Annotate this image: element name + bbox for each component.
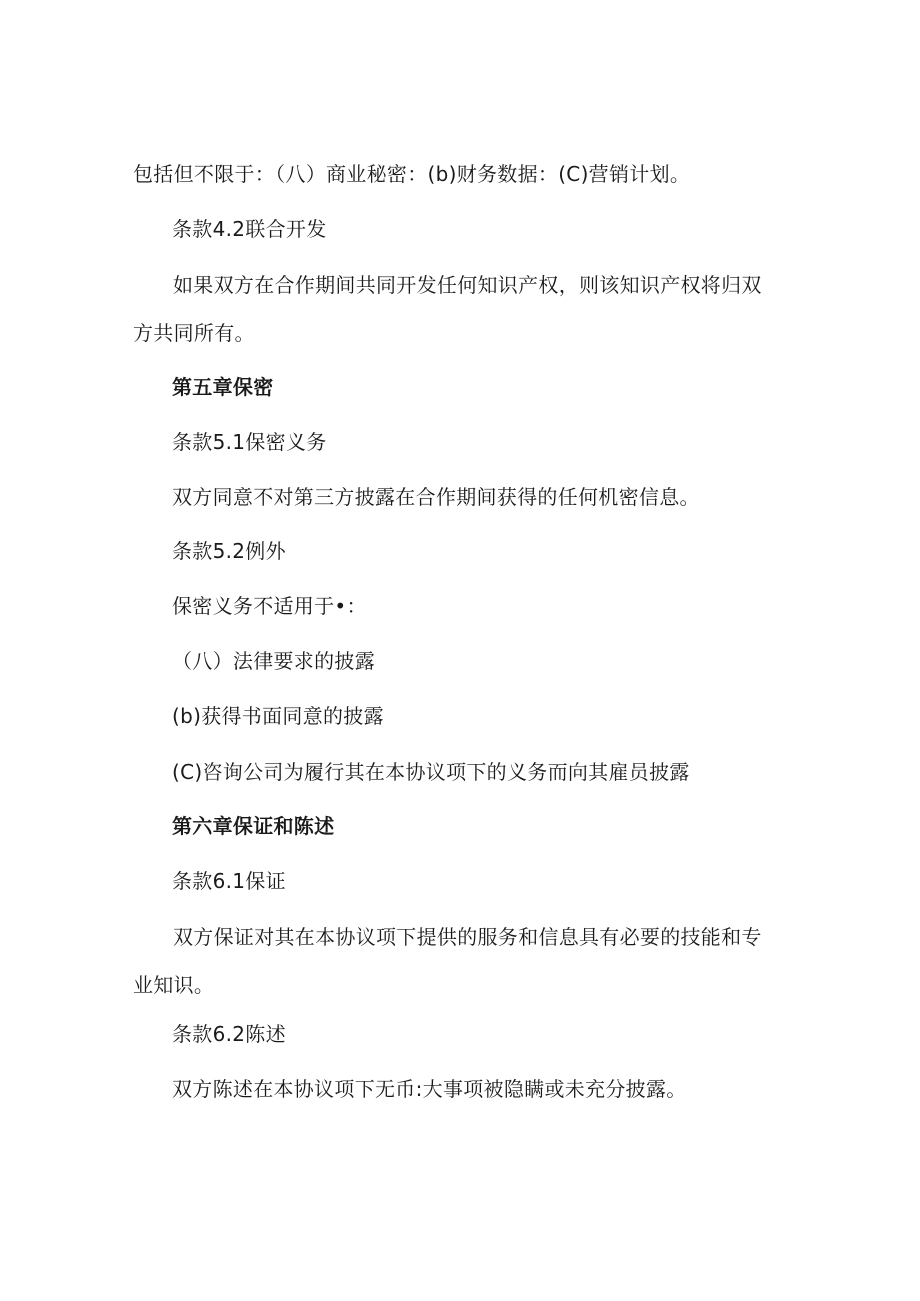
clause-6-1-text: 双方保证对其在本协议项下提供的服务和信息具有必要的技能和专业知识。 [133,925,762,997]
scope-list-line: 包括但不限于：（八）商业秘密：(b)财务数据：(C)营销计划。 [133,162,691,186]
clause-6-2-text: 双方陈述在本协议项下无币:大事项被隐瞒或未充分披露。 [172,1077,687,1101]
exception-item-c: (C)咨询公司为履行其在本协议项下的义务而向其雇员披露 [172,760,690,784]
clause-5-2-text: 保密义务不适用于•： [172,594,367,618]
clause-6-1-title: 条款6.1保证 [172,869,286,893]
clause-5-1-text: 双方同意不对第三方披露在合作期间获得的任何机密信息。 [172,485,700,509]
clause-5-2-title: 条款5.2例外 [172,539,286,563]
clause-6-2-title: 条款6.2陈述 [172,1022,286,1046]
exception-item-a: （八）法律要求的披露 [172,649,375,673]
exception-item-b: (b)获得书面同意的披露 [172,704,384,728]
chapter-6-title: 第六章保证和陈述 [172,814,335,838]
clause-4-2-text: 如果双方在合作期间共同开发任何知识产权，则该知识产权将归双方共同所有。 [133,273,762,345]
clause-4-2-title: 条款4.2联合开发 [172,217,327,241]
chapter-5-title: 第五章保密 [172,375,274,399]
clause-5-1-title: 条款5.1保密义务 [172,430,327,454]
